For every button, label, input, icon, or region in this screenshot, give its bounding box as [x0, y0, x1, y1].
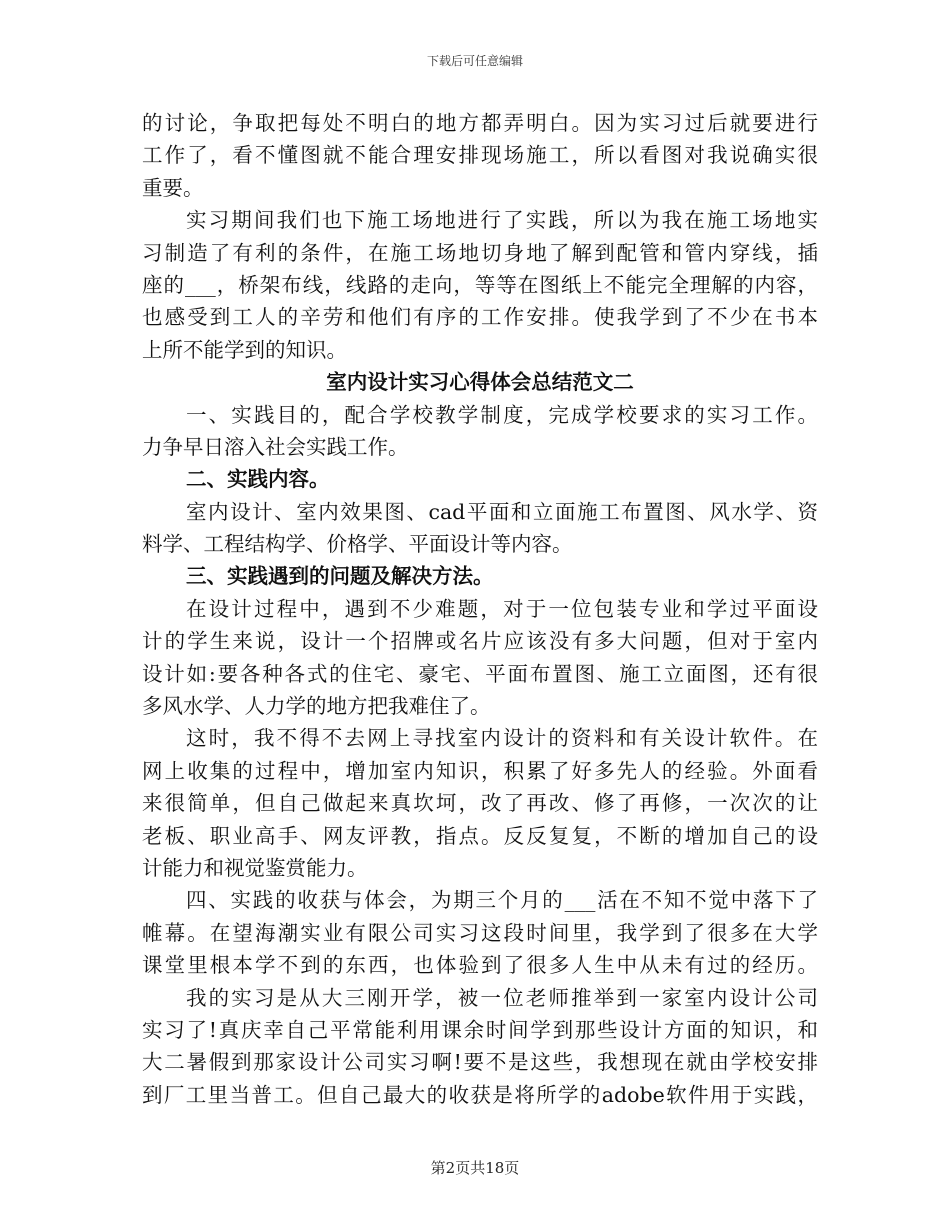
text-line: 料学、工程结构学、价格学、平面设计等内容。 — [142, 532, 573, 557]
text-line: 这时，我不得不去网上寻找室内设计的资料和有关设计软件。在 — [186, 726, 818, 751]
text-line: 老板、职业高手、网友评教，指点。反反复复，不断的增加自己的设 — [142, 823, 818, 848]
text-line: 也感受到工人的辛劳和他们有序的工作安排。使我学到了不少在书本 — [142, 305, 818, 330]
text-line: 来很简单，但自己做起来真坎坷，改了再改、修了再修，一次次的让 — [142, 791, 818, 816]
text-line: 多风水学、人力学的地方把我难住了。 — [142, 694, 491, 719]
text-line: 习制造了有利的条件，在施工场地切身地了解到配管和管内穿线，插 — [142, 240, 818, 265]
text-line: 实习了!真庆幸自己平常能利用课余时间学到那些设计方面的知识，和 — [142, 1017, 818, 1042]
text-line: 课堂里根本学不到的东西，也体验到了很多人生中从未有过的经历。 — [142, 953, 818, 978]
text-line: 力争早日溶入社会实践工作。 — [142, 434, 409, 459]
text-line: 设计如:要各种各式的住宅、豪宅、平面布置图、施工立面图，还有很 — [142, 661, 818, 686]
section-title: 室内设计实习心得体会总结范文二 — [326, 370, 634, 395]
page-footer: 第2页共18页 — [430, 1159, 520, 1177]
text-line: 工作了，看不懂图就不能合理安排现场施工，所以看图对我说确实很 — [142, 143, 818, 168]
text-line: 计的学生来说，设计一个招牌或名片应该没有多大问题，但对于室内 — [142, 629, 818, 654]
document-body — [142, 107, 818, 1111]
text-line: 到厂工里当普工。但自己最大的收获是将所学的adobe软件用于实践， — [142, 1082, 818, 1107]
text-line: 座的___，桥架布线，线路的走向，等等在图纸上不能完全理解的内容， — [142, 272, 818, 297]
text-line: 一、实践目的，配合学校教学制度，完成学校要求的实习工作。 — [186, 402, 818, 427]
text-line: 在设计过程中，遇到不少难题，对于一位包装专业和学过平面设 — [186, 596, 818, 621]
text-line: 室内设计、室内效果图、cad平面和立面施工布置图、风水学、资 — [186, 499, 818, 524]
text-line: 四、实践的收获与体会，为期三个月的___活在不知不觉中落下了 — [186, 888, 818, 913]
page-header: 下载后可任意编辑 — [426, 54, 523, 68]
text-line: 的讨论，争取把每处不明白的地方都弄明白。因为实习过后就要进行 — [142, 111, 818, 135]
text-line: 网上收集的过程中，增加室内知识，积累了好多先人的经验。外面看 — [142, 758, 818, 783]
text-line: 帷幕。在望海潮实业有限公司实习这段时间里，我学到了很多在大学 — [142, 920, 818, 945]
text-line: 重要。 — [142, 175, 204, 200]
text-line: 实习期间我们也下施工场地进行了实践，所以为我在施工场地实 — [186, 208, 818, 233]
text-line: 三、实践遇到的问题及解决方法。 — [186, 564, 494, 589]
text-line: 大二暑假到那家设计公司实习啊!要不是这些，我想现在就由学校安排 — [142, 1050, 818, 1075]
text-line: 上所不能学到的知识。 — [142, 337, 347, 362]
text-line: 我的实习是从大三刚开学，被一位老师推举到一家室内设计公司 — [186, 985, 818, 1010]
text-line: 二、实践内容。 — [186, 467, 330, 492]
text-line: 计能力和视觉鉴赏能力。 — [142, 855, 368, 880]
